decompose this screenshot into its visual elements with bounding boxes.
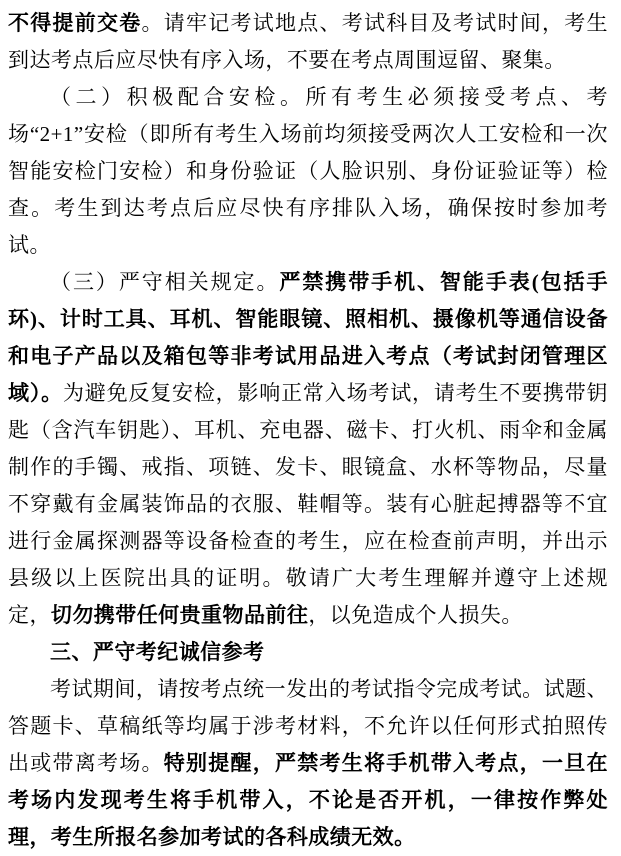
text-segment: （三）严守相关规定。	[50, 270, 280, 294]
text-segment-bold: 严禁携带手机、智能手表(包括手环)、计时工具、耳机、智能眼镜、照相机、摄像机等通信设备和电子产品以及箱包等非考试用品进入考点（考试封闭管理区域）。	[8, 270, 609, 405]
text-segment-bold: 切勿携带任何贵重物品前往	[50, 603, 309, 627]
text-segment-bold: 三、严守考纪诚信参考	[50, 641, 265, 664]
text-segment: （二）积极配合安检。所有考生必须接受考点、考场“2+1”安检（即所有考生入场前均须接受两次人工安检和一次智能安检门安检）和身份验证（人脸识别、身份证验证等）检查。考生到达考点后应尽快有序排队入场，确保按时参加考试。	[8, 85, 608, 257]
text-segment: 。请牢记考试地点、考试科目及考试时间，考生到达考点后应尽快有序入场，不要在考点周围逗留、聚集。	[8, 11, 608, 72]
paragraph-strict-regulations	[8, 264, 608, 634]
text-segment: 为避免反复安检，影响正常入场考试，请考生不要携带钥匙（含汽车钥匙）、耳机、充电器、磁卡、打火机、雨伞和金属制作的手镯、戒指、项链、发卡、眼镜盒、水杯等物品，尽量不穿戴有金属装饰品的衣服、鞋帽等。装有心脏起搏器等不宜进行金属探测器等设备检查的考生，应在检查前声明，并出示县级以上医院出具的证明。敬请广大考生理解并遵守上述规定，	[8, 381, 608, 627]
text-segment-bold: 不得提前交卷	[8, 11, 142, 35]
text-segment: ，以免造成个人损失。	[308, 603, 523, 627]
paragraph-exam-discipline	[8, 671, 608, 856]
paragraph-security-check	[8, 79, 608, 264]
paragraph-continued-rules	[8, 5, 608, 79]
heading-section-three	[8, 634, 608, 671]
text-segment-bold: 特别提醒，严禁考生将手机带入考点，一旦在考场内发现考生将手机带入，不论是否开机，一律按作弊处理，考生所报名参加考试的各科成绩无效。	[8, 751, 608, 849]
document-body	[8, 5, 608, 856]
text-segment: 考试期间，请按考点统一发出的考试指令完成考试。试题、答题卡、草稿纸等均属于涉考材料，不允许以任何形式拍照传出或带离考场。	[8, 677, 608, 775]
